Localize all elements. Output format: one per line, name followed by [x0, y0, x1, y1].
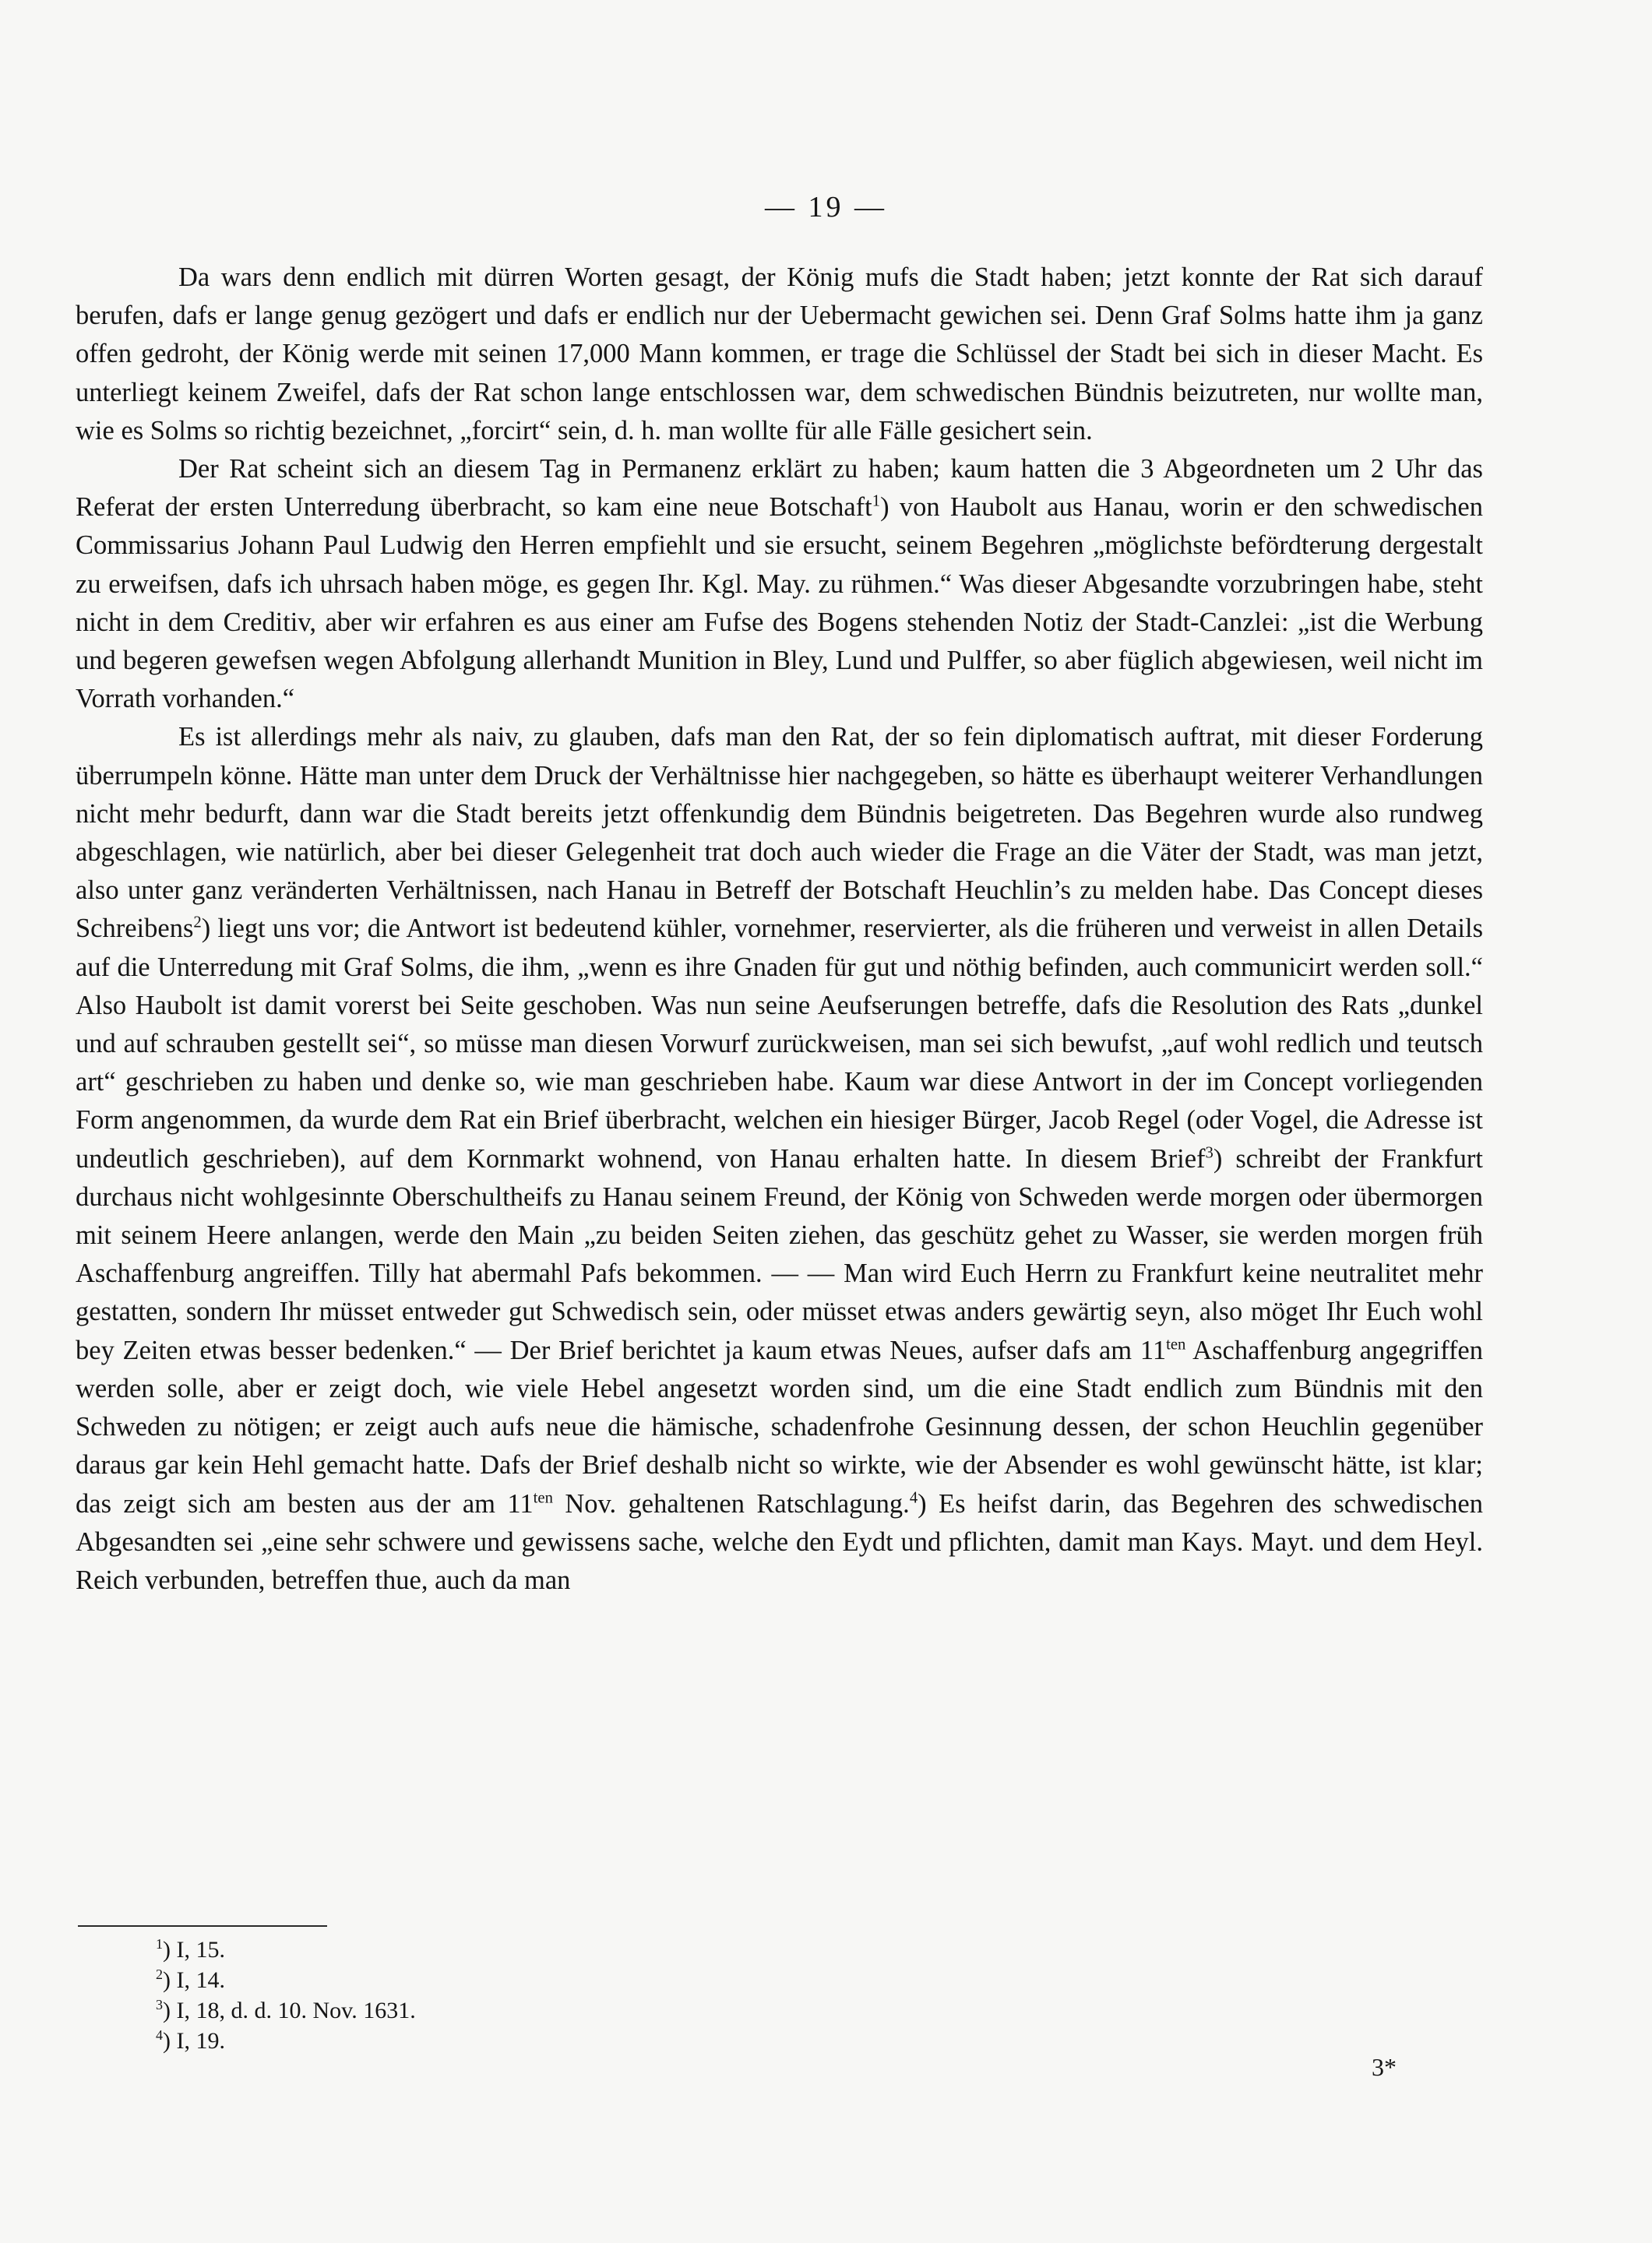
footnote-4: [156, 2026, 416, 2056]
footnote-number: 3: [156, 1997, 163, 2013]
footnote-ref-3: 3: [1205, 1144, 1213, 1162]
footnotes: [156, 1935, 416, 2056]
body-text: [76, 259, 1483, 1600]
footnote-1: [156, 1935, 416, 1965]
ordinal-suffix: ten: [1166, 1336, 1186, 1354]
footnote-number: 2: [156, 1967, 163, 1983]
footnote-text: ) I, 18, d. d. 10. Nov. 1631.: [163, 1998, 416, 2023]
footnote-ref-2: 2: [193, 914, 202, 932]
footnote-2: [156, 1965, 416, 1995]
ordinal-suffix: ten: [533, 1489, 553, 1507]
footnote-number: 1: [156, 1936, 163, 1953]
paragraph-3-part-2: ) liegt uns vor; die Antwort ist bedeutend kühler, vornehmer, reservierter, als die früheren und verweist in allen Details auf die Unterredung mit Graf Solms, die ihm, „wenn es ihre Gnaden für gut und nöthig befinden, auch communicirt werden soll.“ Also Haubolt ist damit vorerst bei Seite geschoben. Was nun seine Aeufserungen betreffe, dafs die Resolution des Rats „dunkel und auf schrauben gestellt sei“, so müsse man diesen Vorwurf zurückweisen, man sei sich bewufst, „auf wohl redlich und teutsch art“ geschrieben zu haben und denke so, wie man geschrieben habe. Kaum war diese Antwort in der im Concept vorliegenden Form angenommen, da wurde dem Rat ein Brief überbracht, welchen ein hiesiger Bürger, Jacob Regel (oder Vogel, die Adresse ist undeutlich geschrieben), auf dem Kornmarkt wohnend, von Hanau erhalten hatte. In diesem Brief: [76, 914, 1483, 1174]
paragraph-2-part-2: ) von Haubolt aus Hanau, worin er den schwedischen Commissarius Johann Paul Ludwig den Herren empfiehlt und sie ersucht, seinem Begehren „möglichste befördterung dergestalt zu erweifsen, dafs ich uhrsach haben möge, es gegen Ihr. Kgl. May. zu rühmen.“ Was dieser Abgesandte vorzubringen habe, steht nicht in dem Creditiv, aber wir erfahren es aus einer am Fufse des Bogens stehenden Notiz der Stadt-Canzlei: „ist die Werbung und begeren gewefsen wegen Abfolgung allerhandt Munition in Bley, Lund und Pulffer, so aber füglich abgewiesen, weil nicht im Vorrath vorhanden.“: [76, 492, 1483, 714]
paragraph-2: [76, 450, 1483, 718]
footnote-divider: [78, 1925, 327, 1927]
paragraph-3-part-5: Nov. gehaltenen Ratschlagung.: [552, 1488, 910, 1519]
signature-mark: 3*: [1372, 2053, 1397, 2081]
page-number: — 19 —: [765, 191, 887, 224]
paragraph-3-part-4: Aschaffenburg angegriffen werden solle, aber er zeigt doch, wie viele Hebel angesetzt worden sind, um die eine Stadt endlich zum Bündnis mit den Schweden zu nötigen; er zeigt auch aufs neue die hämische, schadenfrohe Gesinnung dessen, der schon Heuchlin gegenüber daraus gar kein Hehl gemacht hatte. Dafs der Brief deshalb nicht so wirkte, wie der Absender es wohl gewünscht hätte, ist klar; das zeigt sich am besten aus der am 11: [76, 1335, 1483, 1519]
footnote-ref-1: 1: [872, 492, 881, 510]
paragraph-3-part-1: Es ist allerdings mehr als naiv, zu glauben, dafs man den Rat, der so fein diplomatisch auftrat, mit dieser Forderung überrumpeln könne. Hätte man unter dem Druck der Verhältnisse hier nachgegeben, so hätte es überhaupt weiterer Verhandlungen nicht mehr bedurft, dann war die Stadt bereits jetzt offenkundig dem Bündnis beigetreten. Das Begehren wurde also rundweg abgeschlagen, wie natürlich, aber bei dieser Gelegenheit trat doch auch wieder die Frage an die Väter der Stadt, was man jetzt, also unter ganz veränderten Verhältnissen, nach Hanau in Betreff der Botschaft Heuchlin’s zu melden habe. Das Concept dieses Schreibens: [76, 722, 1483, 944]
paragraph-3-part-6: ) Es heifst darin, das Begehren des schwedischen Abgesandten sei „eine sehr schwere und gewissens sache, welche den Eydt und pflichten, damit man Kays. Mayt. und dem Heyl. Reich verbunden, betreffen thue, auch da man: [76, 1488, 1483, 1595]
paragraph-3: [76, 718, 1483, 1600]
footnote-number: 4: [156, 2027, 163, 2044]
footnote-text: ) I, 19.: [163, 2028, 225, 2054]
footnote-text: ) I, 14.: [163, 1967, 225, 1993]
paragraph-2-part-1: Der Rat scheint sich an diesem Tag in Permanenz erklärt zu haben; kaum hatten die 3 Abgeordneten um 2 Uhr das Referat der ersten Unterredung überbracht, so kam eine neue Botschaft: [76, 454, 1483, 523]
footnote-3: [156, 1995, 416, 2026]
paragraph-1: Da wars denn endlich mit dürren Worten gesagt, der König mufs die Stadt haben; jetzt konnte der Rat sich darauf berufen, dafs er lange genug gezögert und dafs er endlich nur der Uebermacht gewichen sei. Denn Graf Solms hatte ihm ja ganz offen gedroht, der König werde mit seinen 17,000 Mann kommen, er trage die Schlüssel der Stadt bei sich in dieser Macht. Es unterliegt keinem Zweifel, dafs der Rat schon lange entschlossen war, dem schwedischen Bündnis beizutreten, nur wollte man, wie es Solms so richtig bezeichnet, „forcirt“ sein, d. h. man wollte für alle Fälle gesichert sein.: [76, 262, 1483, 445]
footnote-text: ) I, 15.: [163, 1937, 225, 1963]
paragraph-3-part-3: ) schreibt der Frankfurt durchaus nicht wohlgesinnte Oberschultheifs zu Hanau seinem Freund, der König von Schweden werde morgen oder übermorgen mit seinem Heere anlangen, werde den Main „zu beiden Seiten ziehen, das geschütz gehet zu Wasser, sie werden morgen früh Aschaffenburg angreiffen. Tilly hat abermahl Pafs bekommen. — — Man wird Euch Herrn zu Frankfurt keine neutralitet mehr gestatten, sondern Ihr müsset entweder gut Schwedisch sein, oder müsset etwas anders gewärtig seyn, also möget Ihr Euch wohl bey Zeiten etwas besser bedenken.“ — Der Brief berichtet ja kaum etwas Neues, aufser dafs am 11: [76, 1143, 1483, 1365]
footnote-ref-4: 4: [909, 1489, 918, 1507]
